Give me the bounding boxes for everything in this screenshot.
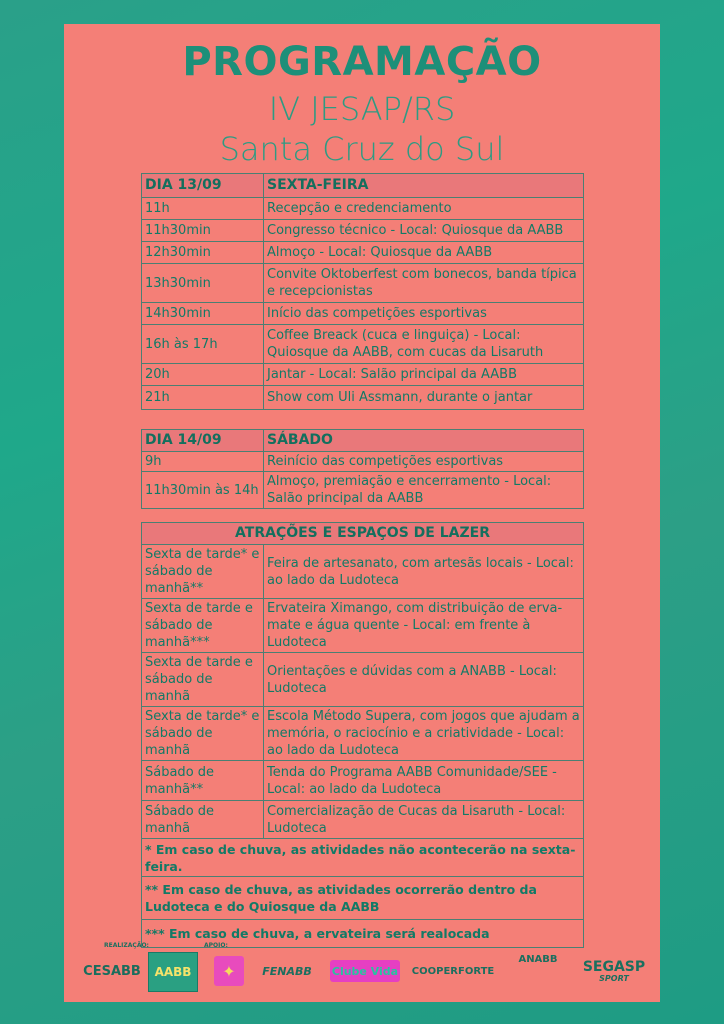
aabb-logo: AABB <box>148 952 198 992</box>
table-row <box>142 801 584 839</box>
activity-cell: Ervateira Ximango, com distribuição de erva-mate e água quente - Local: em frente à Ludoteca <box>264 599 584 653</box>
leisure-table <box>141 522 584 948</box>
activity-cell: Show com Uli Assmann, durante o jantar <box>264 386 584 410</box>
table-row <box>142 242 584 264</box>
table-row <box>142 545 584 599</box>
footnote-1: * Em caso de chuva, as atividades não acontecerão na sexta-feira. <box>142 839 584 877</box>
table-row <box>142 364 584 386</box>
activity-cell: Início das competições esportivas <box>264 303 584 325</box>
activity-cell: Feira de artesanato, com artesãs locais - Local: ao lado da Ludoteca <box>264 545 584 599</box>
table-row <box>142 761 584 801</box>
day1-weekday: SEXTA-FEIRA <box>264 174 584 198</box>
table-row <box>142 303 584 325</box>
activity-cell: Tenda do Programa AABB Comunidade/SEE - Local: ao lado da Ludoteca <box>264 761 584 801</box>
time-cell: 11h30min <box>142 220 264 242</box>
leisure-heading: ATRAÇÕES E ESPAÇOS DE LAZER <box>142 523 584 545</box>
time-cell: 12h30min <box>142 242 264 264</box>
footnote-2: ** Em caso de chuva, as atividades ocorrerão dentro da Ludoteca e do Quiosque da AABB <box>142 877 584 920</box>
table-row <box>142 386 584 410</box>
day1-date: DIA 13/09 <box>142 174 264 198</box>
time-cell: 9h <box>142 452 264 472</box>
day2-date: DIA 14/09 <box>142 430 264 452</box>
realizacao-label: REALIZAÇÃO: <box>104 942 149 949</box>
banco-brasil-logo: ✦ <box>214 956 244 986</box>
when-cell: Sexta de tarde e sábado de manhã*** <box>142 599 264 653</box>
table-row <box>142 707 584 761</box>
activity-cell: Reinício das competições esportivas <box>264 452 584 472</box>
event-city: Santa Cruz do Sul <box>219 130 505 168</box>
activity-cell: Convite Oktoberfest com bonecos, banda típica e recepcionistas <box>264 264 584 303</box>
table-row <box>142 264 584 303</box>
table-row <box>142 472 584 509</box>
when-cell: Sexta de tarde* e sábado de manhã <box>142 707 264 761</box>
page-title: PROGRAMAÇÃO <box>182 39 542 85</box>
footnote-row <box>142 839 584 877</box>
time-cell: 20h <box>142 364 264 386</box>
table-row <box>142 452 584 472</box>
segasp-logo: SEGASP SPORT <box>582 958 646 983</box>
activity-cell: Almoço - Local: Quiosque da AABB <box>264 242 584 264</box>
table-row <box>142 325 584 364</box>
sponsor-logos <box>64 940 660 996</box>
cesabb-logo: CESABB <box>83 963 141 979</box>
apoio-label: APOIO: <box>204 942 228 949</box>
time-cell: 11h30min às 14h <box>142 472 264 509</box>
footnote-row <box>142 877 584 920</box>
when-cell: Sábado de manhã <box>142 801 264 839</box>
activity-cell: Escola Método Supera, com jogos que ajudam a memória, o raciocínio e a criatividade - Local: ao lado da Ludoteca <box>264 707 584 761</box>
anabb-logo: ANABB <box>518 954 558 965</box>
time-cell: 21h <box>142 386 264 410</box>
activity-cell: Congresso técnico - Local: Quiosque da AABB <box>264 220 584 242</box>
when-cell: Sexta de tarde* e sábado de manhã** <box>142 545 264 599</box>
schedule-day2-table <box>141 429 584 509</box>
fenabb-logo: FENABB <box>262 964 312 978</box>
time-cell: 13h30min <box>142 264 264 303</box>
activity-cell: Comercialização de Cucas da Lisaruth - Local: Ludoteca <box>264 801 584 839</box>
activity-cell: Almoço, premiação e encerramento - Local: Salão principal da AABB <box>264 472 584 509</box>
event-name: IV JESAP/RS <box>268 90 456 128</box>
table-row <box>142 220 584 242</box>
table-row <box>142 599 584 653</box>
activity-cell: Recepção e credenciamento <box>264 198 584 220</box>
schedule-day1-table <box>141 173 584 410</box>
table-row <box>142 653 584 707</box>
time-cell: 16h às 17h <box>142 325 264 364</box>
day2-weekday: SÁBADO <box>264 430 584 452</box>
footnote-3: *** Em caso de chuva, a ervateira será realocada <box>142 920 584 948</box>
when-cell: Sexta de tarde e sábado de manhã <box>142 653 264 707</box>
table-row <box>142 198 584 220</box>
when-cell: Sábado de manhã** <box>142 761 264 801</box>
activity-cell: Orientações e dúvidas com a ANABB - Local: Ludoteca <box>264 653 584 707</box>
activity-cell: Coffee Breack (cuca e linguiça) - Local: Quiosque da AABB, com cucas da Lisaruth <box>264 325 584 364</box>
poster-sheet <box>64 24 660 1002</box>
cooperforte-logo: COOPERFORTE <box>411 965 495 977</box>
time-cell: 14h30min <box>142 303 264 325</box>
clube-vida-logo: Clube Vida <box>330 960 400 982</box>
activity-cell: Jantar - Local: Salão principal da AABB <box>264 364 584 386</box>
time-cell: 11h <box>142 198 264 220</box>
